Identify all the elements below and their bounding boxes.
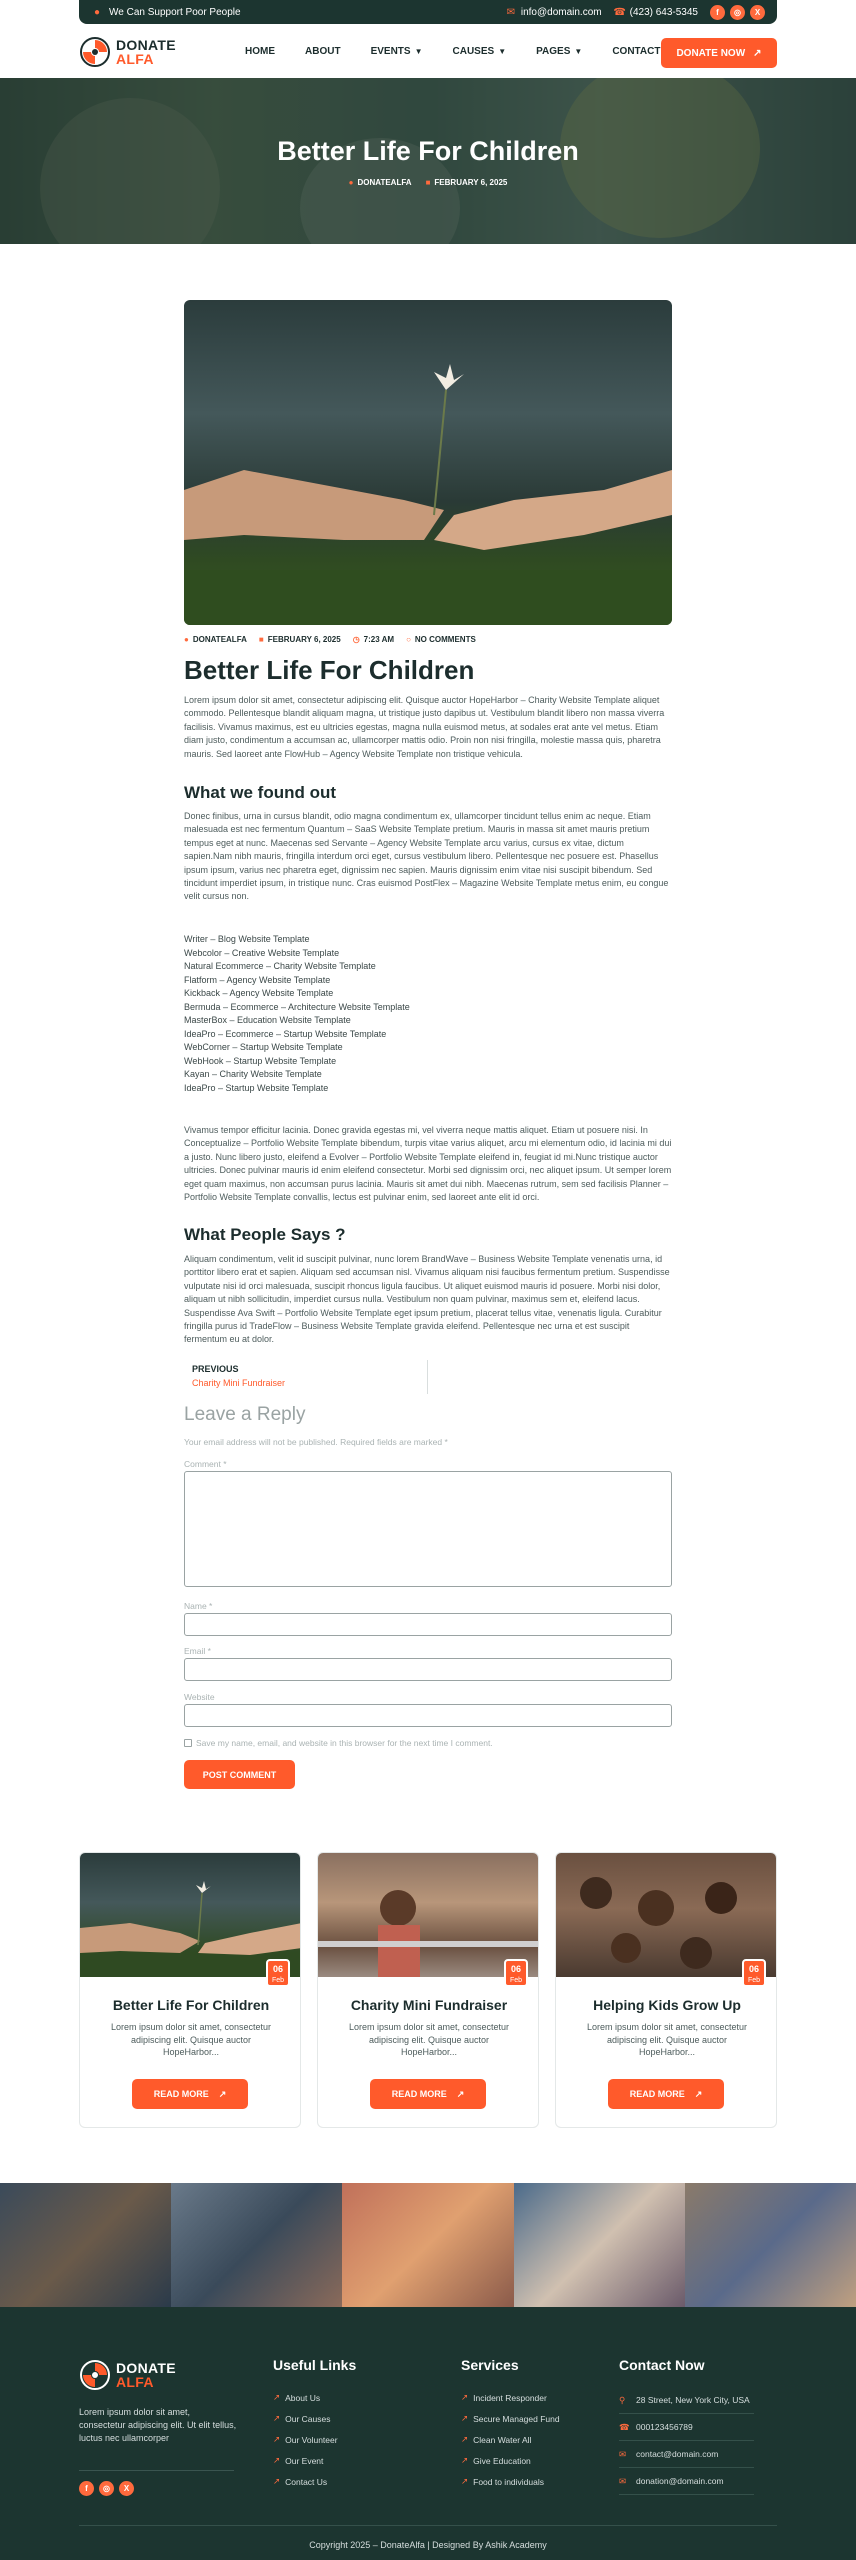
card-date-badge: [742, 1959, 766, 1987]
previous-title: Charity Mini Fundraiser: [192, 1378, 286, 1388]
x-icon[interactable]: X: [750, 5, 765, 20]
service-link-label: Secure Managed Fund: [473, 2413, 560, 2424]
previous-post-link[interactable]: [184, 1360, 428, 1394]
people-icon: ●: [93, 6, 101, 18]
logo[interactable]: [79, 36, 176, 68]
card-title[interactable]: Better Life For Children: [112, 1997, 270, 2013]
footer-logo[interactable]: [79, 2359, 176, 2391]
comment-icon: ○: [406, 635, 411, 644]
service-link[interactable]: [461, 2429, 560, 2450]
footer-link-label: Our Event: [285, 2455, 324, 2466]
top-email[interactable]: [505, 6, 602, 18]
hero-author-text: DONATEALFA: [357, 178, 412, 187]
hero-date: [426, 178, 508, 187]
card-excerpt: Lorem ipsum dolor sit amet, consectetur adipiscing elit. Quisque auctor HopeHarbor...: [110, 2022, 272, 2057]
nav-causes-label: CAUSES: [452, 46, 495, 57]
arrow-up-right-icon: ↗: [753, 47, 762, 59]
logo-icon: [79, 2359, 111, 2391]
arrow-up-right-icon: ↗: [273, 2434, 281, 2444]
chevron-down-icon: ▼: [498, 47, 507, 56]
contact-email-text: contact@domain.com: [636, 2449, 719, 2459]
footer-link[interactable]: [273, 2387, 356, 2408]
footer-link[interactable]: [273, 2450, 356, 2471]
footer-link-label: About Us: [285, 2392, 321, 2403]
gallery-photo[interactable]: [171, 2183, 342, 2307]
useful-links-column: [273, 2357, 356, 2492]
save-info-text: Save my name, email, and website in this browser for the next time I comment.: [196, 1738, 493, 1748]
template-link-list: [184, 933, 410, 1095]
contact-phone[interactable]: [619, 2414, 754, 2441]
related-card: [317, 1852, 539, 2128]
read-more-button[interactable]: [608, 2079, 724, 2109]
main-nav: [245, 46, 660, 57]
top-bar: [79, 0, 777, 24]
page-hero: [0, 78, 856, 244]
contact-address: [619, 2387, 754, 2414]
gallery-photo[interactable]: [0, 2183, 171, 2307]
arrow-up-right-icon: ↗: [273, 2392, 281, 2402]
website-field[interactable]: [184, 1704, 672, 1727]
arrow-up-right-icon: ↗: [461, 2434, 469, 2444]
email-label: Email *: [184, 1646, 211, 1656]
location-pin-icon: ⚲: [619, 2394, 626, 2405]
gallery-strip: [0, 2183, 856, 2307]
heading-found-out: What we found out: [184, 783, 337, 802]
comment-textarea[interactable]: [184, 1471, 672, 1587]
footer-about: Lorem ipsum dolor sit amet, consectetur adipiscing elit. Ut elit tellus, luctus nec ullamcorper: [79, 2407, 237, 2443]
phone-icon: ☎: [613, 6, 626, 18]
reply-notice: Your email address will not be published. Required fields are marked *: [184, 1437, 448, 1447]
service-link[interactable]: [461, 2387, 560, 2408]
hero-title: Better Life For Children: [277, 136, 579, 166]
heading-people-says: What People Says ?: [184, 1225, 346, 1244]
read-more-button[interactable]: [132, 2079, 248, 2109]
footer-logo-line-1: DONATE: [116, 2360, 176, 2376]
footer-social: [79, 2470, 234, 2496]
service-link-label: Give Education: [473, 2455, 531, 2466]
contact-donation-text: donation@domain.com: [636, 2476, 724, 2486]
meta-author-text: DONATEALFA: [192, 635, 247, 644]
x-icon[interactable]: X: [119, 2481, 134, 2496]
contact-phone-text: 000123456789: [636, 2422, 693, 2432]
donate-now-label: DONATE NOW: [676, 47, 746, 59]
contact-email[interactable]: [619, 2441, 754, 2468]
footer-link-label: Our Volunteer: [285, 2434, 338, 2445]
template-link[interactable]: Writer – Blog Website Template: [184, 934, 310, 944]
website-label: Website: [184, 1692, 215, 1702]
template-link[interactable]: Webcolor – Creative Website Template: [184, 947, 340, 958]
nav-contact[interactable]: [612, 46, 660, 57]
meta-date-text: FEBRUARY 6, 2025: [267, 635, 341, 644]
footer: [0, 2307, 856, 2560]
meta-time-text: 7:23 AM: [363, 635, 395, 644]
card-month: Feb: [271, 1977, 285, 1984]
service-link[interactable]: [461, 2471, 560, 2492]
meta-comments-text: NO COMMENTS: [414, 635, 476, 644]
read-more-label: READ MORE: [629, 2089, 685, 2099]
card-title[interactable]: Charity Mini Fundraiser: [350, 1997, 508, 2013]
people-says-text: Aliquam condimentum, velit id suscipit pulvinar, nunc lorem BrandWave – Business Website Template venenatis urna, id porttitor libero erat et sapien. Aliquam sed accumsan nisl. Vivamus aliquam nisi faucibus fermentum pretium. Suspendisse vulputate nisi id orci malesuada, suscipit rhoncus ligula faucibus. Ut aliquet euismod mauris id posuere. Morbi nisi dolor, aliquam ut nibh sollicitudin, imperdiet cursus nulla. Vestibulum non quam pulvinar, maximus sem et, eleifend lacus. Suspendisse Ava Swift – Portfolio Website Template eget ipsum pretium, placerat tellus vitae, venenatis ligula. Curabitur fringilla purus id TradeFlow – Business Website Template gravida eleifend. Pellentesque nec urna et est suscipit fermentum eu at dolor.: [184, 1254, 670, 1345]
service-link-label: Clean Water All: [473, 2434, 532, 2445]
user-icon: ●: [184, 635, 189, 644]
calendar-icon: ■: [258, 635, 264, 644]
card-date-badge: [504, 1959, 528, 1987]
services-column: [461, 2357, 560, 2492]
template-link[interactable]: Kayan – Charity Website Template: [184, 1069, 322, 1079]
footer-link[interactable]: [273, 2429, 356, 2450]
post-comment-button[interactable]: POST COMMENT: [184, 1760, 295, 1789]
nav-pages[interactable]: [536, 46, 582, 57]
nav-contact-label: CONTACT: [612, 46, 661, 57]
hands-flower-illustration: [184, 300, 672, 625]
name-field[interactable]: [184, 1613, 672, 1636]
post-intro: Lorem ipsum dolor sit amet, consectetur adipiscing elit. Quisque auctor HopeHarbor – Charity Website Template aliquet commodo. Pellentesque blandit aliquam magna, ut tristique justo dapibus ut. Vestibulum blandit libero non massa viverra facilisis. Vivamus maximus, est eu ultricies egestas, magna nulla euismod metus, at sodales erat ante vel metus. Etiam diam justo, condimentum a accumsan ac, ullamcorper mattis odio. Proin non nisi fringilla, molestie massa quis, pharetra mauris. Sed laoreet ante FlowHub – Agency Website Template non tristique vehicula.: [184, 695, 665, 759]
logo-icon: [79, 36, 111, 68]
footer-link[interactable]: [273, 2471, 356, 2492]
service-link-label: Food to individuals: [473, 2476, 545, 2487]
card-excerpt: Lorem ipsum dolor sit amet, consectetur adipiscing elit. Quisque auctor HopeHarbor...: [586, 2022, 748, 2057]
hero-date-text: FEBRUARY 6, 2025: [434, 178, 508, 187]
user-icon: ●: [348, 178, 354, 187]
arrow-up-right-icon: ↗: [456, 2088, 465, 2099]
arrow-up-right-icon: ↗: [273, 2455, 281, 2465]
template-link[interactable]: IdeaPro – Ecommerce – Startup Website Template: [184, 1028, 387, 1039]
facebook-icon[interactable]: f: [710, 5, 725, 20]
card-day: 06: [748, 1964, 759, 1974]
template-link[interactable]: WebCorner – Startup Website Template: [184, 1042, 343, 1052]
gallery-photo[interactable]: [342, 2183, 513, 2307]
arrow-up-right-icon: ↗: [273, 2476, 281, 2486]
footer-link[interactable]: [273, 2408, 356, 2429]
card-month: Feb: [747, 1977, 761, 1984]
card-month: Feb: [509, 1977, 523, 1984]
name-label: Name *: [184, 1601, 213, 1611]
services-title: Services: [461, 2357, 519, 2373]
meta-time: [353, 635, 394, 644]
arrow-up-right-icon: ↗: [461, 2413, 469, 2423]
service-link[interactable]: [461, 2450, 560, 2471]
nav-home[interactable]: [245, 46, 275, 57]
found-out-text: Donec finibus, urna in cursus blandit, odio magna condimentum ex, ullamcorper tincidunt tellus enim ac neque. Etiam malesuada est nec fermentum Quantum – SaaS Website Template pretium. Mauris in massa sit amet mauris pretium tempus eget at nunc. Maecenas sed Servante – Agency Website Template arcu varius, cursus ex vitae, dictum sapien.Nam nibh mauris, fringilla interdum orci eget, cursus vestibulum libero. Pellentesque nec posuere est. Phasellus ipsum ipsum, varius nec pharetra eget, dignissim nec sapien. Mauris dignissim enim vitae nisi suscipit bibendum. Sed tincidunt imperdiet ipsum, in tristique nunc. Cras euismod PostFlex – Magazine Website Template metus enim, eu congue velit cursus non.: [184, 811, 669, 902]
card-day: 06: [272, 1964, 283, 1974]
card-title[interactable]: Helping Kids Grow Up: [593, 1997, 741, 2013]
save-info-row: [184, 1738, 493, 1748]
nav-home-label: HOME: [245, 46, 275, 57]
arrow-up-right-icon: ↗: [461, 2476, 469, 2486]
meta-comments[interactable]: [406, 635, 476, 644]
chevron-down-icon: ▼: [574, 47, 583, 56]
read-more-label: READ MORE: [153, 2089, 209, 2099]
template-link[interactable]: Natural Ecommerce – Charity Website Template: [184, 961, 376, 971]
post-title: Better Life For Children: [184, 655, 475, 685]
arrow-up-right-icon: ↗: [694, 2088, 703, 2099]
phone-text: (423) 643-5345: [629, 6, 698, 18]
nav-about-label: ABOUT: [305, 46, 341, 57]
hero-author[interactable]: [349, 178, 412, 187]
contact-address-text: 28 Street, New York City, USA: [636, 2395, 750, 2405]
footer-divider: [79, 2525, 777, 2526]
top-bar-tagline: [91, 6, 241, 18]
clock-icon: ◷: [352, 635, 360, 644]
logo-line-1: DONATE: [116, 37, 176, 53]
footer-logo-line-2: ALFA: [116, 2374, 154, 2390]
template-link[interactable]: Bermuda – Ecommerce – Architecture Website Template: [184, 1001, 410, 1012]
comment-label: Comment *: [184, 1459, 227, 1469]
calendar-icon: ■: [425, 178, 431, 187]
gallery-photo[interactable]: [514, 2183, 685, 2307]
arrow-up-right-icon: ↗: [461, 2455, 469, 2465]
top-social: [710, 5, 765, 20]
instagram-icon[interactable]: ◎: [730, 5, 745, 20]
logo-line-2: ALFA: [116, 51, 154, 67]
donate-now-button[interactable]: [661, 38, 777, 68]
card-excerpt: Lorem ipsum dolor sit amet, consectetur adipiscing elit. Quisque auctor HopeHarbor...: [348, 2022, 510, 2057]
service-link[interactable]: [461, 2408, 560, 2429]
read-more-button[interactable]: [370, 2079, 486, 2109]
card-date-badge: [266, 1959, 290, 1987]
hero-meta: [0, 178, 856, 187]
meta-author[interactable]: [184, 635, 247, 644]
service-link-label: Incident Responder: [473, 2392, 547, 2403]
related-card: [79, 1852, 301, 2128]
post-paragraph-3: Vivamus tempor efficitur lacinia. Donec gravida egestas mi, vel viverra neque mattis aliquet. Etiam ut posuere nisi. In Conceptualize – Portfolio Website Template bibendum, turpis vitae varius aliquet, arcu mi elementum odio, id lacinia mi dui a justo. Nunc libero justo, eleifend a Evolver – Portfolio Website Template eleifend in, feugiat id mi.Nunc tristique auctor ultricies. Donec pulvinar mauris id enim eleifend consectetur. Morbi sed dignissim orci, nec aliquet ipsum. Ut semper lorem eget quam maximus, non accumsan purus lacinia. Mauris sit amet dui nibh. Maecenas rutrum, sem sed facilisis Planner – Portfolio Website Template convallis, lectus est pulvinar enim, sed laoreet ante elit id orci.: [184, 1125, 672, 1203]
tagline-text: We Can Support Poor People: [109, 6, 241, 18]
facebook-icon[interactable]: f: [79, 2481, 94, 2496]
save-info-checkbox[interactable]: [184, 1739, 192, 1747]
email-field[interactable]: [184, 1658, 672, 1681]
related-card: [555, 1852, 777, 2128]
meta-date: [259, 635, 341, 644]
chevron-down-icon: ▼: [414, 47, 423, 56]
contact-column: [619, 2357, 754, 2495]
footer-link-label: Our Causes: [285, 2413, 331, 2424]
top-phone[interactable]: [614, 6, 698, 18]
nav-events-label: EVENTS: [370, 46, 411, 57]
gallery-photo[interactable]: [685, 2183, 856, 2307]
useful-links-title: Useful Links: [273, 2357, 357, 2373]
previous-label: PREVIOUS: [192, 1364, 239, 1374]
mail-icon: ✉: [619, 2448, 627, 2459]
template-link[interactable]: Flatform – Agency Website Template: [184, 974, 331, 985]
header: [0, 24, 856, 78]
copyright: Copyright 2025 – DonateAlfa | Designed By Ashik Academy: [309, 2540, 547, 2550]
arrow-up-right-icon: ↗: [461, 2392, 469, 2402]
card-day: 06: [510, 1964, 521, 1974]
email-text: info@domain.com: [520, 6, 602, 18]
post-featured-image: [184, 300, 672, 625]
nav-causes[interactable]: [453, 46, 507, 57]
mail-icon: ✉: [619, 2475, 627, 2486]
template-link[interactable]: WebHook – Startup Website Template: [184, 1055, 337, 1066]
instagram-icon[interactable]: ◎: [99, 2481, 114, 2496]
arrow-up-right-icon: ↗: [218, 2088, 227, 2099]
arrow-up-right-icon: ↗: [273, 2413, 281, 2423]
read-more-label: READ MORE: [391, 2089, 447, 2099]
mail-icon: ✉: [506, 6, 516, 18]
leave-reply-title: Leave a Reply: [184, 1404, 306, 1425]
post-meta: [184, 635, 476, 644]
contact-donation-email[interactable]: [619, 2468, 754, 2495]
template-link[interactable]: Kickback – Agency Website Template: [184, 988, 334, 998]
footer-link-label: Contact Us: [285, 2476, 328, 2487]
contact-title: Contact Now: [619, 2357, 705, 2373]
nav-about[interactable]: [305, 46, 341, 57]
nav-pages-label: PAGES: [536, 46, 571, 57]
phone-icon: ☎: [619, 2421, 630, 2432]
template-link[interactable]: MasterBox – Education Website Template: [184, 1015, 351, 1025]
template-link[interactable]: IdeaPro – Startup Website Template: [184, 1082, 329, 1093]
nav-events[interactable]: [371, 46, 423, 57]
